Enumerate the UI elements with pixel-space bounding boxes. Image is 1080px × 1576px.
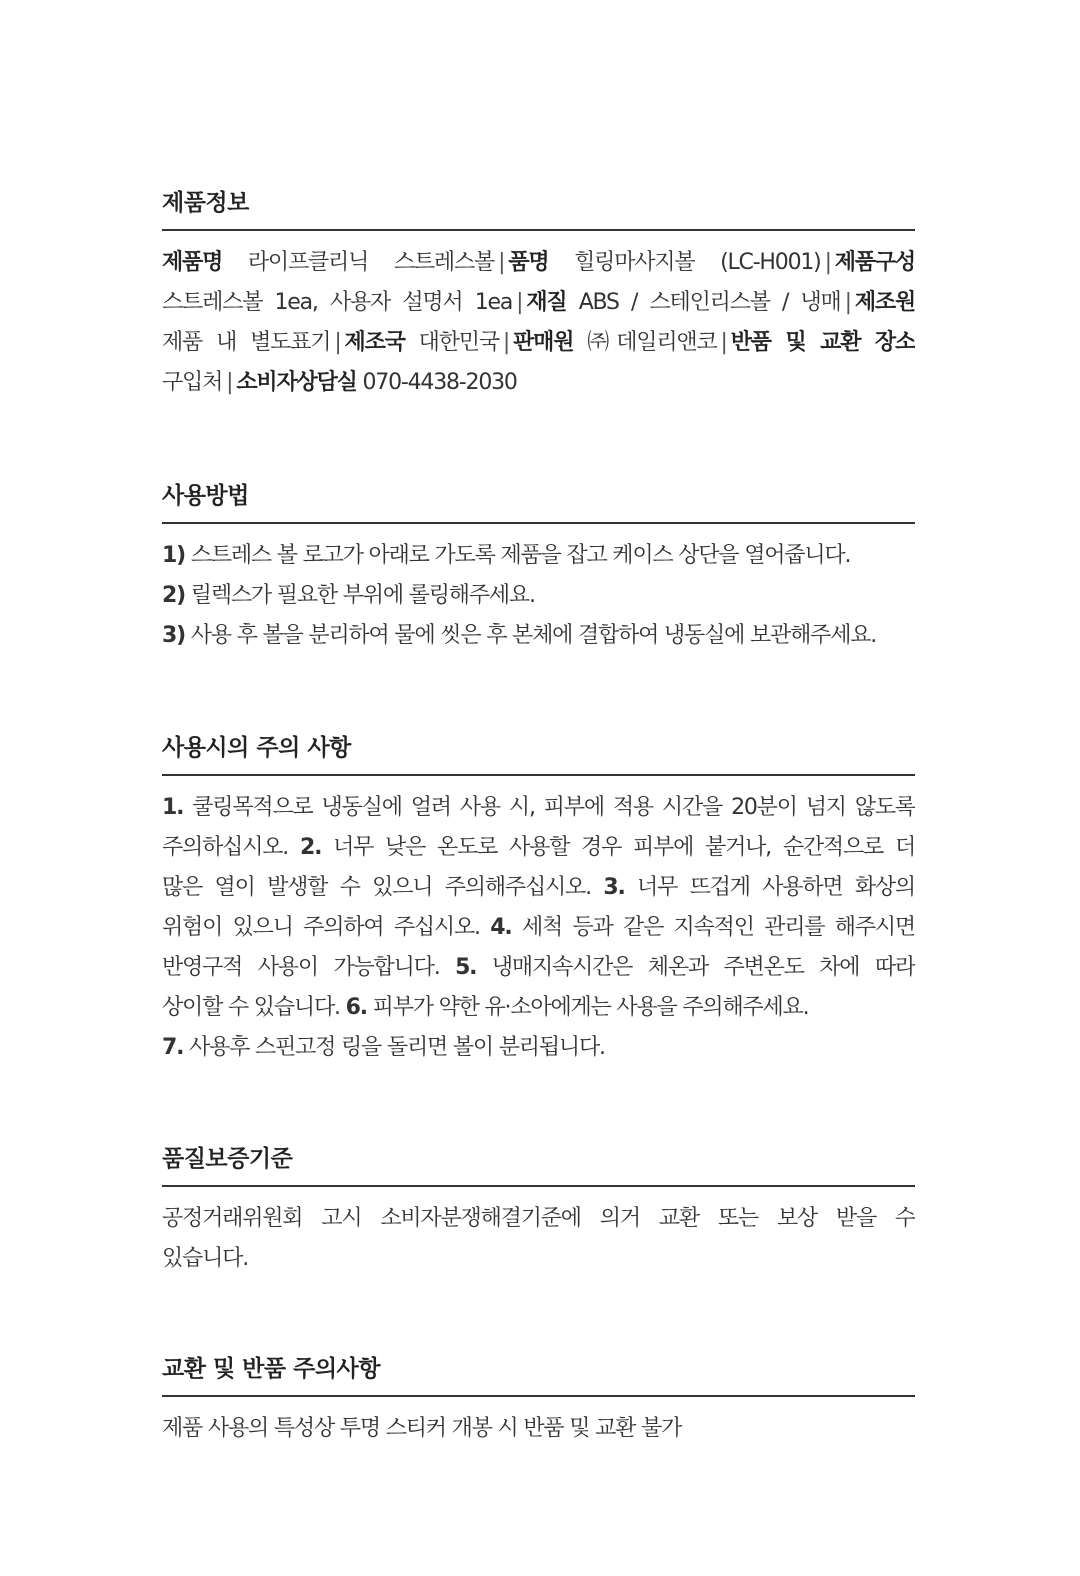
usage-step <box>162 576 915 616</box>
caution-text: 너무 낮은 온도로 사용할 경우 피부에 붙거나, 순간적으로 더 <box>321 835 915 860</box>
section-divider <box>162 774 915 776</box>
field-separator: | <box>498 250 505 275</box>
section-divider <box>162 1395 915 1397</box>
caution-number: 1. <box>162 795 184 820</box>
section-divider <box>162 1185 915 1187</box>
field-separator: | <box>720 330 727 355</box>
field-value: 제품 내 별도표기 <box>162 330 331 355</box>
field-separator: | <box>516 290 523 315</box>
product-info-line <box>162 283 915 323</box>
cautions-section <box>162 733 915 1068</box>
usage-steps <box>162 536 915 656</box>
caution-number: 2. <box>299 835 322 860</box>
caution-number: 5. <box>455 955 477 980</box>
caution-text: 세척 등과 같은 지속적인 관리를 해주시면 <box>511 915 915 940</box>
section-title-usage: 사용방법 <box>162 483 249 509</box>
field-label: 제조원 <box>854 290 915 315</box>
caution-line <box>162 868 915 908</box>
usage-section <box>162 481 915 656</box>
field-label: 품명 <box>508 250 549 275</box>
field-value: ㈜데일리앤코 <box>573 330 717 355</box>
caution-text: 주의하십시오. <box>162 835 300 860</box>
caution-text: 반영구적 사용이 가능합니다. <box>162 955 456 980</box>
field-label: 제조국 <box>344 330 405 355</box>
cautions-body <box>162 788 915 1068</box>
caution-text: 냉매지속시간은 체온과 주변온도 차에 따라 <box>476 955 915 980</box>
step-number: 3) <box>162 623 185 648</box>
caution-text: 사용후 스핀고정 링을 돌리면 볼이 분리됩니다. <box>183 1035 605 1060</box>
step-text: 릴렉스가 필요한 부위에 롤링해주세요. <box>184 583 535 608</box>
caution-line <box>162 988 915 1028</box>
field-label: 반품 및 교환 장소 <box>730 330 915 355</box>
exchange-section <box>162 1354 915 1449</box>
field-separator: | <box>844 290 851 315</box>
caution-line <box>162 788 915 828</box>
exchange-body <box>162 1409 915 1449</box>
field-label: 제품명 <box>162 250 223 275</box>
caution-number: 4. <box>490 915 512 940</box>
quality-section <box>162 1144 915 1279</box>
step-number: 2) <box>162 583 185 608</box>
quality-text-line: 공정거래위원회 고시 소비자분쟁해결기준에 의거 교환 또는 보상 받을 수 <box>162 1206 915 1231</box>
quality-body <box>162 1199 915 1279</box>
field-label: 소비자상담실 <box>236 370 357 395</box>
caution-text: 많은 열이 발생할 수 있으니 주의해주십시오. <box>162 875 604 900</box>
field-value: 070-4438-2030 <box>356 370 517 395</box>
caution-line <box>162 948 915 988</box>
field-value: ABS / 스테인리스볼 / 냉매 <box>566 290 841 315</box>
caution-line <box>162 908 915 948</box>
quality-text-line: 있습니다. <box>162 1246 249 1271</box>
field-label: 제품구성 <box>834 250 915 275</box>
section-title-exchange: 교환 및 반품 주의사항 <box>162 1356 380 1382</box>
field-value: 힐링마사지볼 (LC-H001) <box>548 250 821 275</box>
caution-number: 7. <box>162 1035 184 1060</box>
caution-text: 피부가 약한 유·소아에게는 사용을 주의해주세요. <box>366 995 809 1020</box>
caution-line <box>162 828 915 868</box>
product-info-line <box>162 243 915 283</box>
step-text: 스트레스 볼 로고가 아래로 가도록 제품을 잡고 케이스 상단을 열어줍니다. <box>184 543 851 568</box>
section-title-quality: 품질보증기준 <box>162 1146 293 1172</box>
field-value: 라이프클리닉 스트레스볼 <box>222 250 495 275</box>
exchange-text-line: 제품 사용의 특성상 투명 스티커 개봉 시 반품 및 교환 불가 <box>162 1416 682 1441</box>
field-separator: | <box>502 330 510 355</box>
field-value: 대한민국 <box>404 330 499 355</box>
section-title-cautions: 사용시의 주의 사항 <box>162 735 351 761</box>
caution-line <box>162 1028 915 1068</box>
product-info-section <box>162 188 915 403</box>
caution-number: 6. <box>345 995 367 1020</box>
caution-text: 쿨링목적으로 냉동실에 얼려 사용 시, 피부에 적용 시간을 20분이 넘지 않도록 <box>183 795 915 820</box>
field-separator: | <box>226 370 233 395</box>
field-label: 재질 <box>526 290 567 315</box>
field-separator: | <box>824 250 831 275</box>
field-value: 구입처 <box>162 370 223 395</box>
caution-number: 3. <box>603 875 625 900</box>
product-info-body <box>162 243 915 403</box>
usage-step <box>162 616 915 656</box>
section-divider <box>162 229 915 231</box>
caution-text: 위험이 있으니 주의하여 주십시오. <box>162 915 491 940</box>
product-info-line <box>162 363 915 403</box>
caution-text: 상이할 수 있습니다. <box>162 995 346 1020</box>
section-title-product-info: 제품정보 <box>162 190 249 216</box>
field-separator: | <box>334 330 341 355</box>
step-text: 사용 후 볼을 분리하여 물에 씻은 후 본체에 결합하여 냉동실에 보관해주세요. <box>184 623 877 648</box>
usage-step <box>162 536 915 576</box>
field-value: 스트레스볼 1ea, 사용자 설명서 1ea <box>162 290 513 315</box>
section-divider <box>162 522 915 524</box>
product-info-line <box>162 323 915 363</box>
step-number: 1) <box>162 543 185 568</box>
field-label: 판매원 <box>513 330 574 355</box>
caution-text: 너무 뜨겁게 사용하면 화상의 <box>624 875 915 900</box>
